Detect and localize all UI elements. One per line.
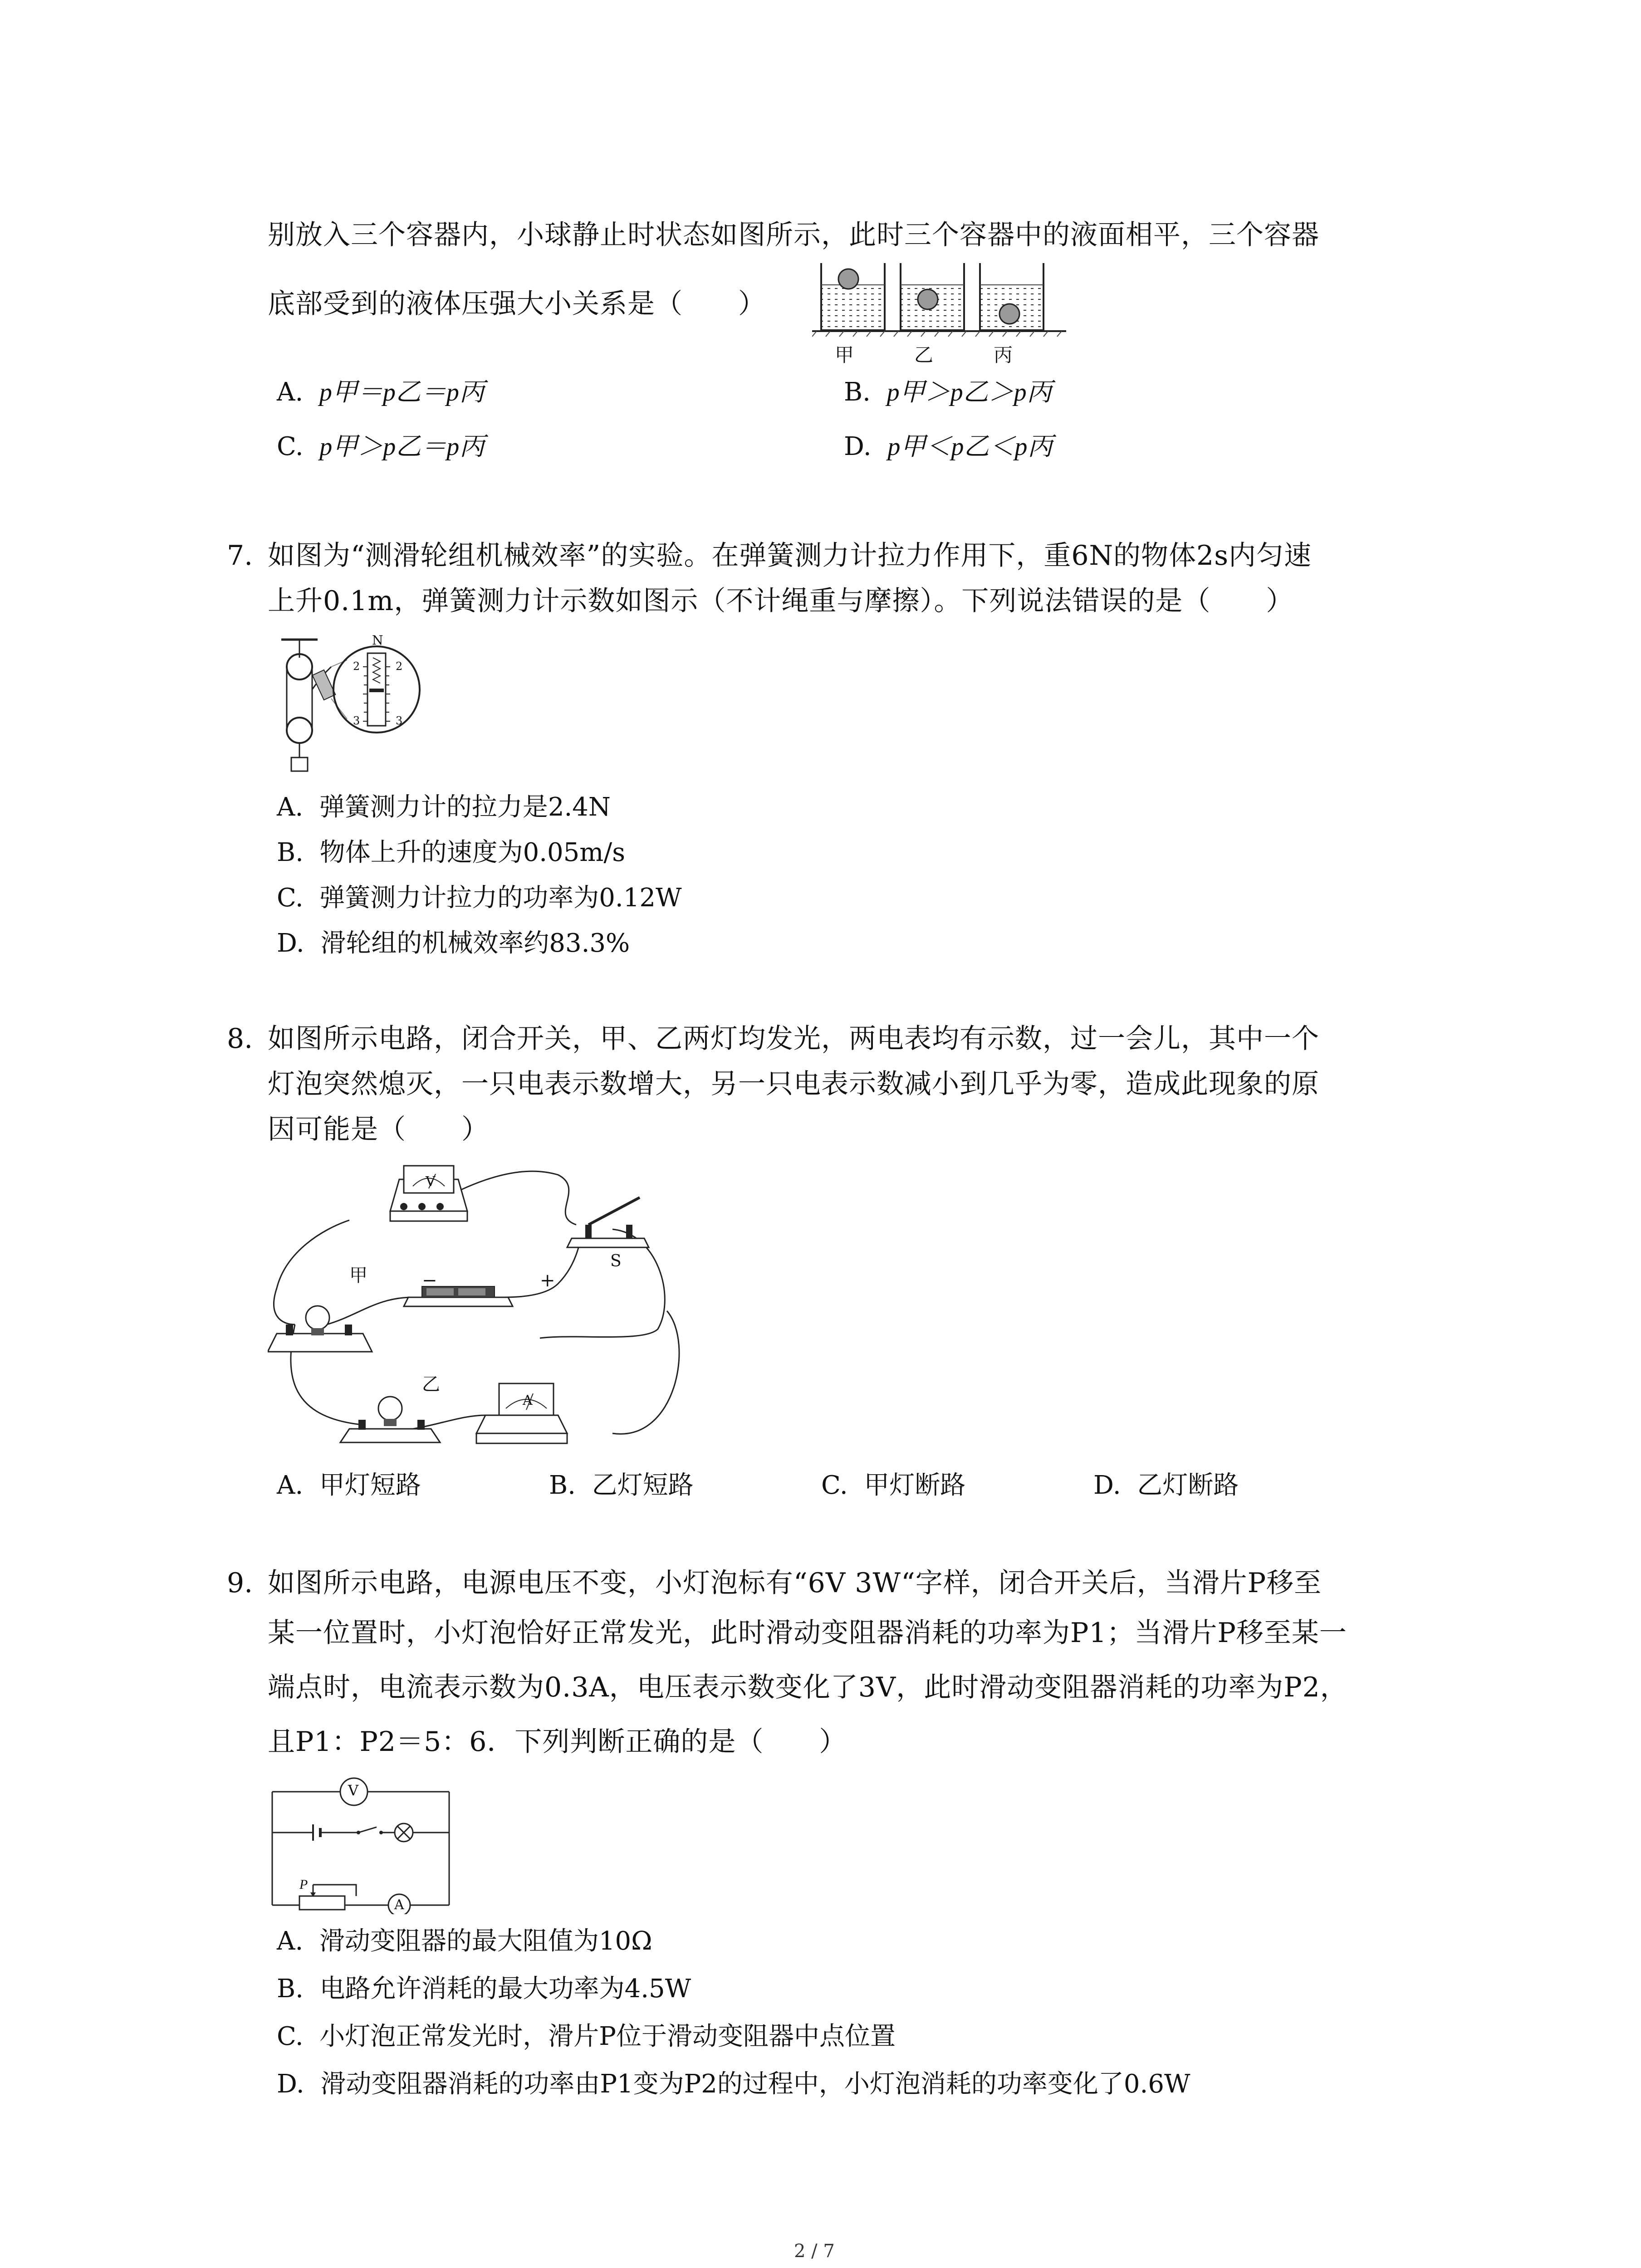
q7-option-a[interactable] [277,792,611,823]
q8-line-2: 灯泡突然熄灭，一只电表示数增大，另一只电表示数减小到几乎为零，造成此现象的原 [268,1068,1319,1100]
q7-number: 7. [227,540,253,572]
q9-number: 9. [227,1567,253,1599]
q7-option-d[interactable] [277,928,630,959]
q8-lamp-yi-label: 乙 [422,1374,440,1395]
q8-option-b-letter: B. [549,1471,576,1500]
q9-option-b-text: 电路允许消耗的最大功率为4.5W [319,1974,691,2004]
q9-slider-label: P [299,1877,308,1892]
q6-option-b[interactable] [844,376,1052,408]
q8-option-b[interactable] [549,1470,694,1501]
q6-label-bing: 丙 [994,344,1013,366]
q7-scale-tick-left-3: 3 [353,714,360,727]
q6-option-d[interactable] [844,431,1053,463]
q6-line-2: 底部受到的液体压强大小关系是（ ） [268,288,766,320]
q8-ammeter-label: A [523,1393,533,1408]
q7-option-d-text: 滑轮组的机械效率约83.3% [320,929,630,958]
q8-option-a[interactable] [277,1470,421,1501]
q9-option-c[interactable] [277,2021,896,2053]
q7-figure-pulley [268,635,422,780]
q9-figure-circuit [268,1774,458,1914]
q9-voltmeter-label: V [348,1782,359,1799]
q8-option-c-text: 甲灯断路 [864,1471,966,1500]
switch-icon [567,1198,649,1247]
q6-option-b-text: p甲＞p乙＞p丙 [887,378,1052,406]
q7-scale-unit: N [372,633,383,648]
q9-ammeter-label: A [394,1897,404,1913]
q7-option-a-text: 弹簧测力计的拉力是2.4N [319,792,611,822]
q8-battery-plus: + [540,1270,555,1291]
q6-option-a[interactable] [277,376,485,408]
q6-option-c-letter: C. [277,432,304,461]
q7-option-b[interactable] [277,837,625,869]
q8-lamp-jia-label: 甲 [349,1265,367,1286]
q6-option-d-letter: D. [844,432,872,461]
q9-option-a[interactable] [277,1926,652,1957]
q8-option-c[interactable] [821,1470,965,1501]
q7-option-c[interactable] [277,882,682,914]
q9-option-a-text: 滑动变阻器的最大阻值为10Ω [319,1926,652,1956]
q6-option-c-text: p甲＞p乙＝p丙 [319,433,485,461]
q8-switch-label: S [610,1252,622,1271]
q7-scale-tick-right-2: 2 [396,660,403,673]
q8-number: 8. [227,1023,253,1055]
q7-scale-tick-right-3: 3 [396,714,403,727]
q7-line-2: 上升0.1m，弹簧测力计示数如图示（不计绳重与摩擦）。下列说法错误的是（ ） [268,585,1294,617]
q7-option-c-letter: C. [277,883,304,913]
lamp-yi-icon [340,1397,440,1442]
q8-figure-circuit [268,1161,740,1461]
q8-option-d[interactable] [1093,1470,1239,1501]
q9-line-2: 某一位置时，小灯泡恰好正常发光，此时滑动变阻器消耗的功率为P1；当滑片P移至某一 [268,1617,1347,1649]
q9-option-a-letter: A. [277,1926,304,1956]
q6-label-jia: 甲 [835,344,854,366]
q8-option-a-letter: A. [277,1471,304,1500]
q6-option-a-letter: A. [277,377,304,407]
q8-option-a-text: 甲灯短路 [319,1471,421,1500]
q9-option-c-text: 小灯泡正常发光时，滑片P位于滑动变阻器中点位置 [319,2022,896,2051]
q6-option-a-text: p甲＝p乙＝p丙 [319,378,485,406]
q7-option-d-letter: D. [277,929,304,958]
q9-line-1: 如图所示电路，电源电压不变，小灯泡标有“6V 3W“字样，闭合开关后，当滑片P移至 [268,1567,1322,1599]
q7-scale-tick-left-2: 2 [353,660,360,673]
q8-option-d-text: 乙灯断路 [1137,1471,1239,1500]
q9-line-3: 端点时，电流表示数为0.3A，电压表示数变化了3V，此时滑动变阻器消耗的功率为P2， [268,1672,1348,1703]
q7-option-a-letter: A. [277,792,304,822]
q9-option-d[interactable] [277,2068,1190,2100]
battery-icon [404,1286,513,1306]
q8-battery-minus: − [422,1270,437,1291]
q6-label-yi: 乙 [914,344,934,366]
page-number: 2 / 7 [794,2241,835,2262]
q6-option-d-text: p甲＜p乙＜p丙 [887,433,1053,461]
q9-option-b-letter: B. [277,1974,304,2004]
q7-option-c-text: 弹簧测力计拉力的功率为0.12W [319,883,682,913]
q8-voltmeter-label: V [426,1174,436,1190]
q8-option-c-letter: C. [821,1471,848,1500]
q8-option-d-letter: D. [1093,1471,1121,1500]
q8-line-3: 因可能是（ ） [268,1114,489,1145]
q6-option-c[interactable] [277,431,485,463]
q7-option-b-letter: B. [277,838,304,867]
q8-option-b-text: 乙灯短路 [592,1471,694,1500]
q9-option-b[interactable] [277,1973,691,2005]
q7-option-b-text: 物体上升的速度为0.05m/s [319,838,625,867]
q9-option-d-text: 滑动变阻器消耗的功率由P1变为P2的过程中，小灯泡消耗的功率变化了0.6W [320,2069,1190,2099]
q9-option-c-letter: C. [277,2022,304,2051]
q7-line-1: 如图为“测滑轮组机械效率”的实验。在弹簧测力计拉力作用下，重6N的物体2s内匀速 [268,540,1312,572]
q6-option-b-letter: B. [844,377,871,407]
q8-line-1: 如图所示电路，闭合开关，甲、乙两灯均发光，两电表均有示数，过一会儿，其中一个 [268,1023,1319,1055]
q9-line-4: 且P1：P2＝5：6．下列判断正确的是（ ） [268,1726,847,1758]
q6-line-1: 别放入三个容器内，小球静止时状态如图所示，此时三个容器中的液面相平，三个容器 [268,219,1319,251]
ammeter-icon [476,1383,567,1443]
q9-option-d-letter: D. [277,2069,304,2099]
